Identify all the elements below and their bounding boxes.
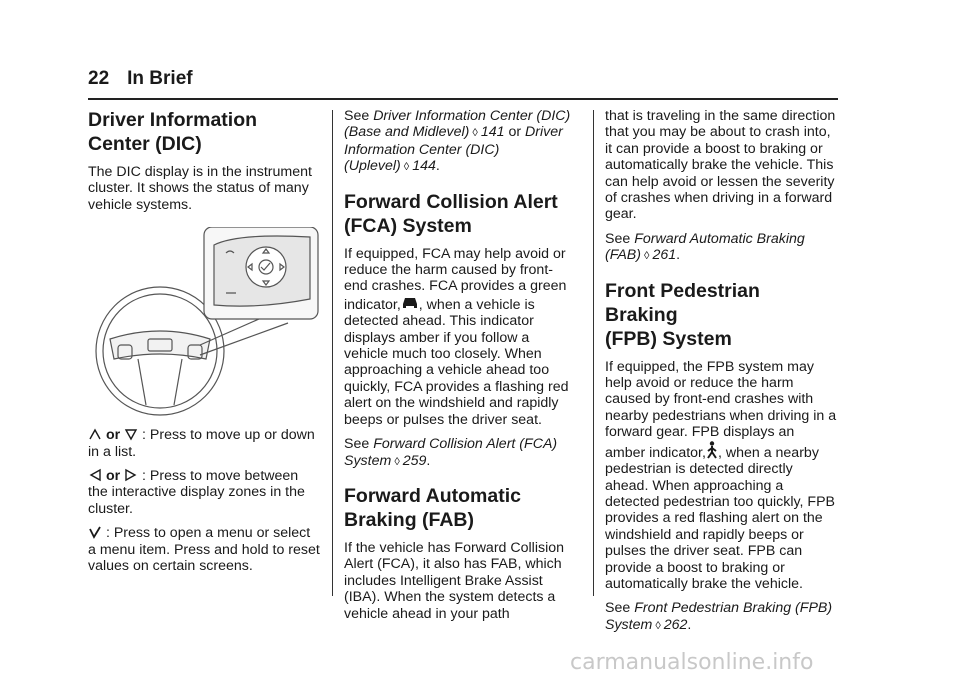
column-3	[605, 108, 837, 642]
pedestrian-icon	[706, 441, 718, 459]
fpb-link[interactable]: Front Pedestrian Braking (FPB) System	[605, 600, 833, 633]
fab-link[interactable]: Forward Automatic Braking (FAB)	[605, 230, 805, 264]
page-number: 22	[88, 68, 110, 89]
checkmark-icon	[88, 525, 102, 539]
fpb-heading: Front Pedestrian Braking (FPB) System	[605, 279, 760, 350]
page-header	[88, 68, 193, 90]
page-ref-icon: ◊	[655, 619, 661, 632]
page-ref-icon: ◊	[403, 161, 410, 174]
left-arrow-icon	[88, 468, 102, 482]
column-2	[344, 108, 576, 630]
dic-base-link[interactable]: Driver Information Center (DIC) (Base and Midlevel)	[344, 108, 571, 141]
section-title: In Brief	[127, 68, 193, 89]
dic-heading: Driver Information Center (DIC)	[88, 109, 258, 155]
page-ref-icon: ◊	[394, 455, 400, 468]
fca-text: If equipped, FCA may help avoid or reduce the harm caused by front-end crashes. FCA provides a green indicator, , when a vehicle is detected ahead. This indicator displays amber if you follow a vehicle much too closely. When approaching a vehicle ahead too quickly, FCA provides a flashing red alert on the windshield and rapidly beeps or pulses the driver seat.	[344, 245, 569, 428]
column-1	[88, 108, 320, 582]
dic-item-select: : Press to open a menu or select a menu item. Press and hold to reset values on certain screens.	[88, 525, 320, 575]
up-arrow-icon	[88, 427, 102, 441]
dic-uplevel-link[interactable]: Driver Information Center (DIC) (Uplevel)	[344, 124, 563, 175]
fca-see-also: See Forward Collision Alert (FCA) System ◊ 259.	[344, 436, 558, 469]
column-divider	[332, 110, 333, 596]
fca-link[interactable]: Forward Collision Alert (FCA) System	[344, 436, 558, 469]
down-arrow-icon	[124, 427, 138, 441]
dic-intro: The DIC display is in the instrument cluster. It shows the status of many vehicle systems.	[88, 164, 312, 213]
right-arrow-icon	[124, 468, 138, 482]
dic-item-left-right: or : Press to move between the interactive display zones in the cluster.	[88, 468, 305, 517]
header-rule	[88, 98, 838, 100]
watermark: carmanualsonline.info	[570, 650, 814, 675]
dic-see-also: See Driver Information Center (DIC) (Base and Midlevel) ◊ 141 or Driver Information Center (DIC) (Uplevel) ◊ 144.	[344, 108, 571, 175]
column-divider	[593, 110, 594, 596]
fab-text-continued: that is traveling in the same direction that you may be about to crash into, it can provide a boost to braking or automatically brake the vehicle. This can help avoid or lessen the severity of crashes when driving in a forward gear.	[605, 108, 836, 223]
fab-heading: Forward Automatic Braking (FAB)	[344, 484, 521, 531]
page-ref-icon: ◊	[644, 250, 650, 263]
fpb-see-also: See Front Pedestrian Braking (FPB) System ◊ 262.	[605, 600, 833, 633]
vehicle-ahead-icon	[401, 295, 419, 311]
dic-item-up-down: or : Press to move up or down in a list.	[88, 427, 315, 460]
fab-see-also: See Forward Automatic Braking (FAB) ◊ 261.	[605, 230, 805, 264]
fca-heading: Forward Collision Alert (FCA) System	[344, 190, 558, 237]
fpb-text: If equipped, the FPB system may help avoid or reduce the harm caused by front-end crashes with nearby pedestrians when driving in a forward gear. FPB displays an amber indicator, , when a nearby pedestrian is detected directly ahead. When approaching a detected pedestrian too quickly, FPB provides a red flashing alert on the windshield and rapidly beeps or pulses the driver seat. FPB can provide a boost to braking or automatically brake the vehicle.	[605, 358, 837, 592]
steering-wheel-illustration	[88, 227, 320, 417]
page-ref-icon: ◊	[472, 127, 478, 140]
fab-text: If the vehicle has Forward Collision Alert (FCA), it also has FAB, which includes Intelligent Brake Assist (IBA). When the system detects a vehicle ahead in your path	[344, 539, 565, 622]
